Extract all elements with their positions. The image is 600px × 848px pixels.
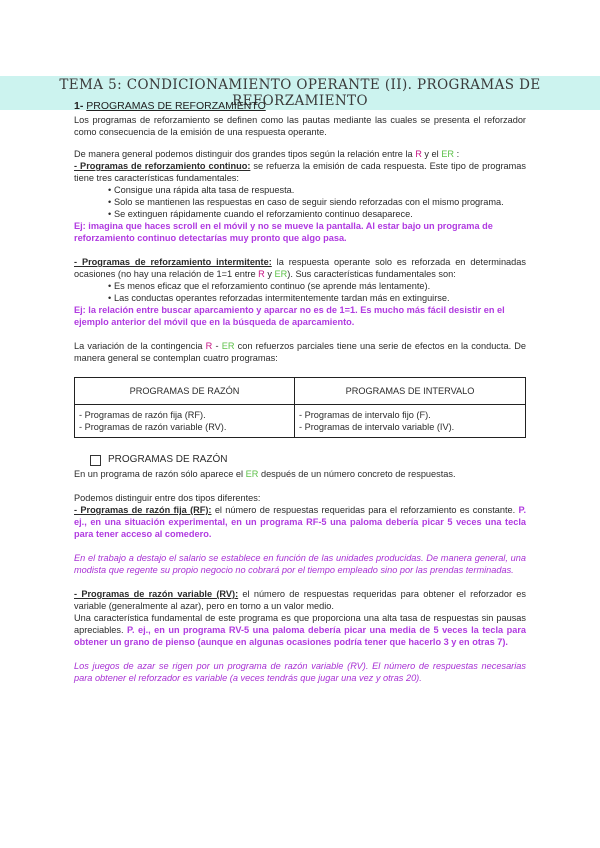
checkbox-icon <box>90 455 101 466</box>
section-heading <box>74 100 526 112</box>
razon-heading <box>74 454 526 466</box>
variable-example: P. ej., en un programa RV-5 una paloma debería picar una media de 5 veces la tecla para obtener un grano de pienso (aunque en algunas ocasiones podría tener que hacerlo 3 y en otras 7). <box>74 625 526 647</box>
list-item: • Es menos eficaz que el reforzamiento continuo (se aprende más lentamente). <box>114 280 526 292</box>
variable-note: Los juegos de azar se rigen por un programa de razón variable (RV). El número de respuestas necesarias para obtener el reforzador es variable (a veces tendrás que jugar una vez y otras 20). <box>74 661 526 683</box>
variation-paragraph: La variación de la contingencia R - ER con refuerzos parciales tiene una serie de efectos en la conducta. De manera general se contemplan cuatro programas: <box>74 341 527 363</box>
types-paragraph: De manera general podemos distinguir dos grandes tipos según la relación entre la R y el ER : <box>74 149 460 159</box>
table-cell: - Programas de razón fija (RF). - Programas de razón variable (RV). <box>75 405 295 438</box>
intro-paragraph: Los programas de reforzamiento se definen como las pautas mediante las cuales se presenta el reforzador como consecuencia de la emisión de una respuesta operante. <box>74 115 526 137</box>
razon-distinguish: Podemos distinguir entre dos tipos diferentes: <box>74 493 261 503</box>
table-header: PROGRAMAS DE INTERVALO <box>294 378 525 405</box>
er-label: ER <box>441 149 455 159</box>
fija-note: En el trabajo a destajo el salario se establece en función de las unidades producidas. De manera general, una modista que regente su propio negocio no cobrará por el tiempo empleado sino por las prendas terminadas. <box>74 553 526 575</box>
fija-paragraph: - Programas de razón fija (RF): el número de respuestas requeridas para el reforzamiento es constante. P. ej., en una situación experimental, en un programa RF-5 una paloma debería picar 5 veces una tecla para tener acceso al comedero. <box>74 505 527 539</box>
list-item: • Consigue una rápida alta tasa de respuesta. <box>114 184 526 196</box>
continuo-bullets <box>74 184 526 220</box>
fija-example: P. ej., en una situación experimental, en un programa RF-5 una paloma debería picar 5 veces una tecla para tener acceso al comedero. <box>74 505 527 539</box>
r-label: R <box>415 149 422 159</box>
variable-paragraph: - Programas de razón variable (RV): el número de respuestas requeridas para obtener el reforzador es variable (generalmente al azar), pero en torno a un valor medio. <box>74 589 526 611</box>
continuo-paragraph: - Programas de reforzamiento continuo: se refuerza la emisión de cada respuesta. Este tipo de programas tiene tres características fundamentales: <box>74 161 527 183</box>
continuo-example: Ej: imagina que haces scroll en el móvil y no se mueve la pantalla. Al estar bajo un programa de reforzamiento continuo detectarías muy pronto que algo pasa. <box>74 221 493 243</box>
intermitente-example: Ej: la relación entre buscar aparcamiento y aparcar no es de 1=1. Es mucho más fácil desistir en el ejemplo anterior del móvil que en la búsqueda de aparcamiento. <box>74 305 505 327</box>
list-item: • Las conductas operantes reforzadas intermitentemente tardan más en extinguirse. <box>114 292 526 304</box>
table-header: PROGRAMAS DE RAZÓN <box>75 378 295 405</box>
intermitente-paragraph: - Programas de reforzamiento intermitente: la respuesta operante solo es reforzada en determinadas ocasiones (no hay una relación de 1=1 entre R y ER). Sus características fundamentales son: <box>74 257 526 279</box>
document-content <box>74 100 526 684</box>
fija-label: - Programas de razón fija (RF): <box>74 505 212 515</box>
list-item: • Solo se mantienen las respuestas en caso de seguir siendo reforzadas con el mismo programa. <box>114 196 526 208</box>
variable-label: - Programas de razón variable (RV): <box>74 589 239 599</box>
intermitente-label: - Programas de reforzamiento intermitente: <box>74 257 272 267</box>
table-row <box>75 405 526 438</box>
section-number: 1- <box>74 100 84 112</box>
continuo-label: - Programas de reforzamiento continuo: <box>74 161 251 171</box>
list-item: • Se extinguen rápidamente cuando el reforzamiento continuo desaparece. <box>114 208 526 220</box>
razon-heading-text: PROGRAMAS DE RAZÓN <box>108 454 228 465</box>
table-cell: - Programas de intervalo fijo (F). - Programas de intervalo variable (IV). <box>294 405 525 438</box>
table-header-row <box>75 378 526 405</box>
variable-paragraph-2: Una característica fundamental de este programa es que proporciona una alta tasa de respuestas sin pausas apreciables. P. ej., en un programa RV-5 una paloma debería picar una media de 5 veces la tecla para obtener un grano de pienso (aunque en algunas ocasiones podría tener que hacerlo 3 y en otras 7). <box>74 613 526 647</box>
intermitente-bullets <box>74 280 526 304</box>
razon-intro: En un programa de razón sólo aparece el ER después de un número concreto de respuestas. <box>74 469 456 479</box>
section-heading-text: PROGRAMAS DE REFORZAMIENTO <box>86 100 266 112</box>
programs-table <box>74 377 526 438</box>
page-title: TEMA 5: CONDICIONAMIENTO OPERANTE (II). PROGRAMAS DE REFORZAMIENTO <box>0 76 600 110</box>
